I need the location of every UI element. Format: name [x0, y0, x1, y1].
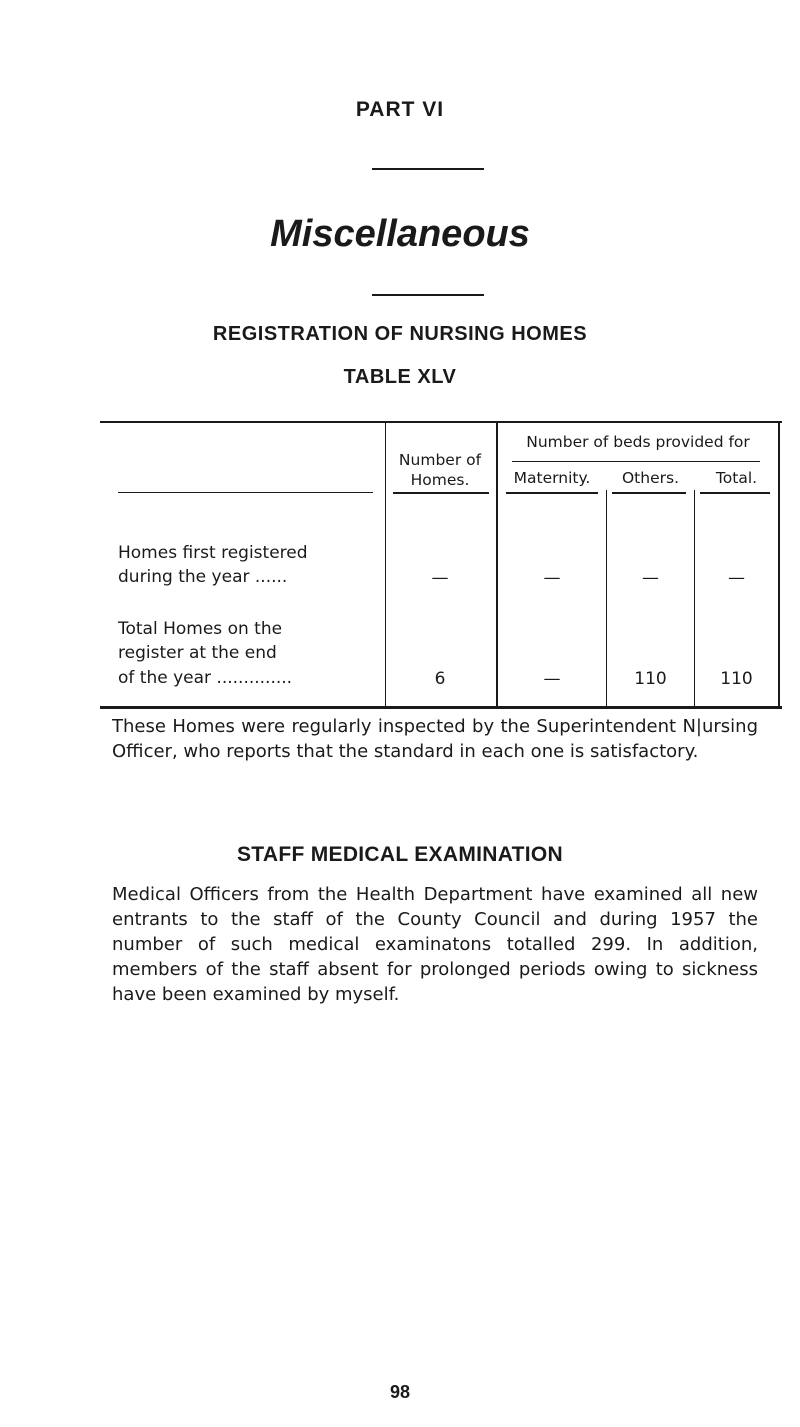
row-label: register at the end [118, 643, 277, 663]
cell-maternity: — [543, 568, 561, 588]
cell-total: 110 [720, 669, 753, 689]
table-top-rule [100, 421, 782, 423]
column-header-others: Others. [621, 469, 679, 487]
page-number: 98 [389, 1382, 411, 1402]
column-header-homes: Number of Homes. [398, 451, 482, 489]
section-title: Miscellaneous [270, 213, 530, 255]
row-label: during the year ...... [118, 567, 288, 587]
cell-total: — [728, 568, 745, 588]
cell-others: — [642, 568, 659, 588]
divider-rule [372, 294, 484, 296]
table-bottom-rule [100, 706, 782, 709]
header-underline [393, 492, 489, 494]
staff-medical-paragraph: Medical Officers from the Health Department have examined all new entrants to the staff of the County Council and during 1957 the number of such medical examinatons totalled 299. In addition, members of the staff absent for prolonged periods owing to sickness have been examined by myself. [112, 884, 758, 1005]
header-underline [118, 492, 373, 493]
cell-homes: 6 [434, 669, 446, 689]
table-col-rule [385, 421, 386, 709]
table-col-rule [496, 421, 498, 709]
row-label: of the year .............. [118, 668, 293, 688]
cell-others: 110 [634, 669, 667, 689]
header-underline [700, 492, 770, 494]
cell-maternity: — [543, 669, 561, 689]
column-header-maternity: Maternity. [513, 469, 591, 487]
part-title: PART VI [355, 98, 445, 121]
row-label: Total Homes on the [118, 619, 283, 639]
inspection-note: These Homes were regularly inspected by the Superintendent N|ursing Officer, who reports that the standard in each one is satisfactory. [112, 716, 758, 762]
column-header-total: Total. [715, 469, 758, 487]
header-underline [506, 492, 598, 494]
staff-medical-heading: STAFF MEDICAL EXAMINATION [237, 843, 563, 866]
column-group-header: Number of beds provided for [526, 433, 750, 451]
table-title: TABLE XLV [343, 366, 457, 388]
row-label: Homes first registered [118, 543, 308, 563]
table-col-rule [778, 421, 780, 709]
cell-homes: — [431, 568, 449, 588]
registration-heading: REGISTRATION OF NURSING HOMES [212, 323, 588, 345]
header-underline [612, 492, 686, 494]
divider-rule [372, 168, 484, 170]
header-underline [512, 461, 760, 462]
